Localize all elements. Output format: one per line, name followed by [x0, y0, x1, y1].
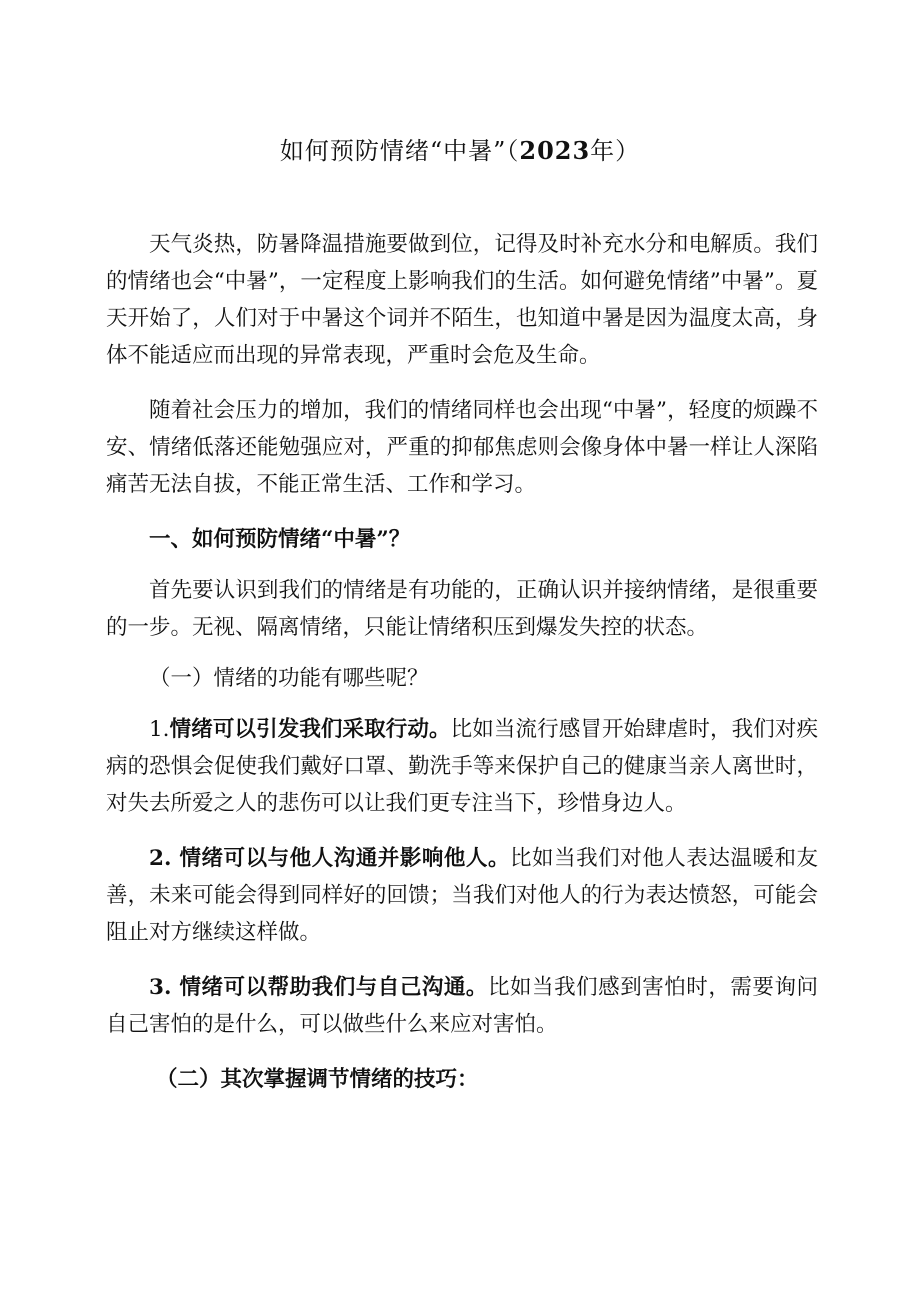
list-item-lead: 情绪可以引发我们采取行动。 — [169, 717, 451, 742]
subsection-heading: （一）情绪的功能有哪些呢？ — [149, 666, 429, 691]
list-item — [106, 711, 818, 822]
title-suffix: 年） — [590, 137, 641, 165]
paragraph: 首先要认识到我们的情绪是有功能的，正确认识并接纳情绪，是很重要的一步。无视、隔离情绪，只能让情绪积压到爆发失控的状态。 — [106, 578, 818, 640]
list-item-text: 比如当我们对他人表达温暖和友善，未来可能会得到同样好的回馈；当我们对他人的行为表达愤怒，可能会阻止对方继续这样做。 — [106, 846, 818, 945]
document-title — [0, 134, 920, 168]
section-heading: 一、如何预防情绪“中暑”？ — [149, 527, 411, 552]
paragraph: 天气炎热，防暑降温措施要做到位，记得及时补充水分和电解质。我们的情绪也会“中暑”，一定程度上影响我们的生活。如何避免情绪”中暑”。夏天开始了，人们对于中暑这个词并不陌生，也知道中暑是因为温度太高，身体不能适应而出现的异常表现，严重时会危及生命。 — [106, 232, 818, 368]
paragraph: 随着社会压力的增加，我们的情绪同样也会出现“中暑”，轻度的烦躁不安、情绪低落还能勉强应对，严重的抑郁焦虑则会像身体中暑一样让人深陷痛苦无法自拔，不能正常生活、工作和学习。 — [106, 398, 818, 497]
title-year: 2023 — [519, 136, 591, 165]
subsection-heading: （二）其次掌握调节情绪的技巧： — [156, 1067, 479, 1092]
list-item-lead: 3. 情绪可以帮助我们与自己沟通。 — [149, 975, 488, 1000]
list-item-text: 比如当我们感到害怕时，需要询问自己害怕的是什么，可以做些什么来应对害怕。 — [106, 975, 818, 1037]
list-item — [106, 969, 818, 1043]
list-item-lead: 2. 情绪可以与他人沟通并影响他人。 — [149, 846, 511, 871]
list-item-number: 1. — [149, 717, 170, 742]
title-prefix: 如何预防情绪“中暑”（ — [279, 137, 520, 165]
list-item — [106, 840, 818, 951]
list-item-text: 比如当流行感冒开始肆虐时，我们对疾病的恐惧会促使我们戴好口罩、勤洗手等来保护自己的健康当亲人离世时，对失去所爱之人的悲伤可以让我们更专注当下，珍惜身边人。 — [106, 717, 818, 816]
document-body — [106, 226, 818, 1098]
